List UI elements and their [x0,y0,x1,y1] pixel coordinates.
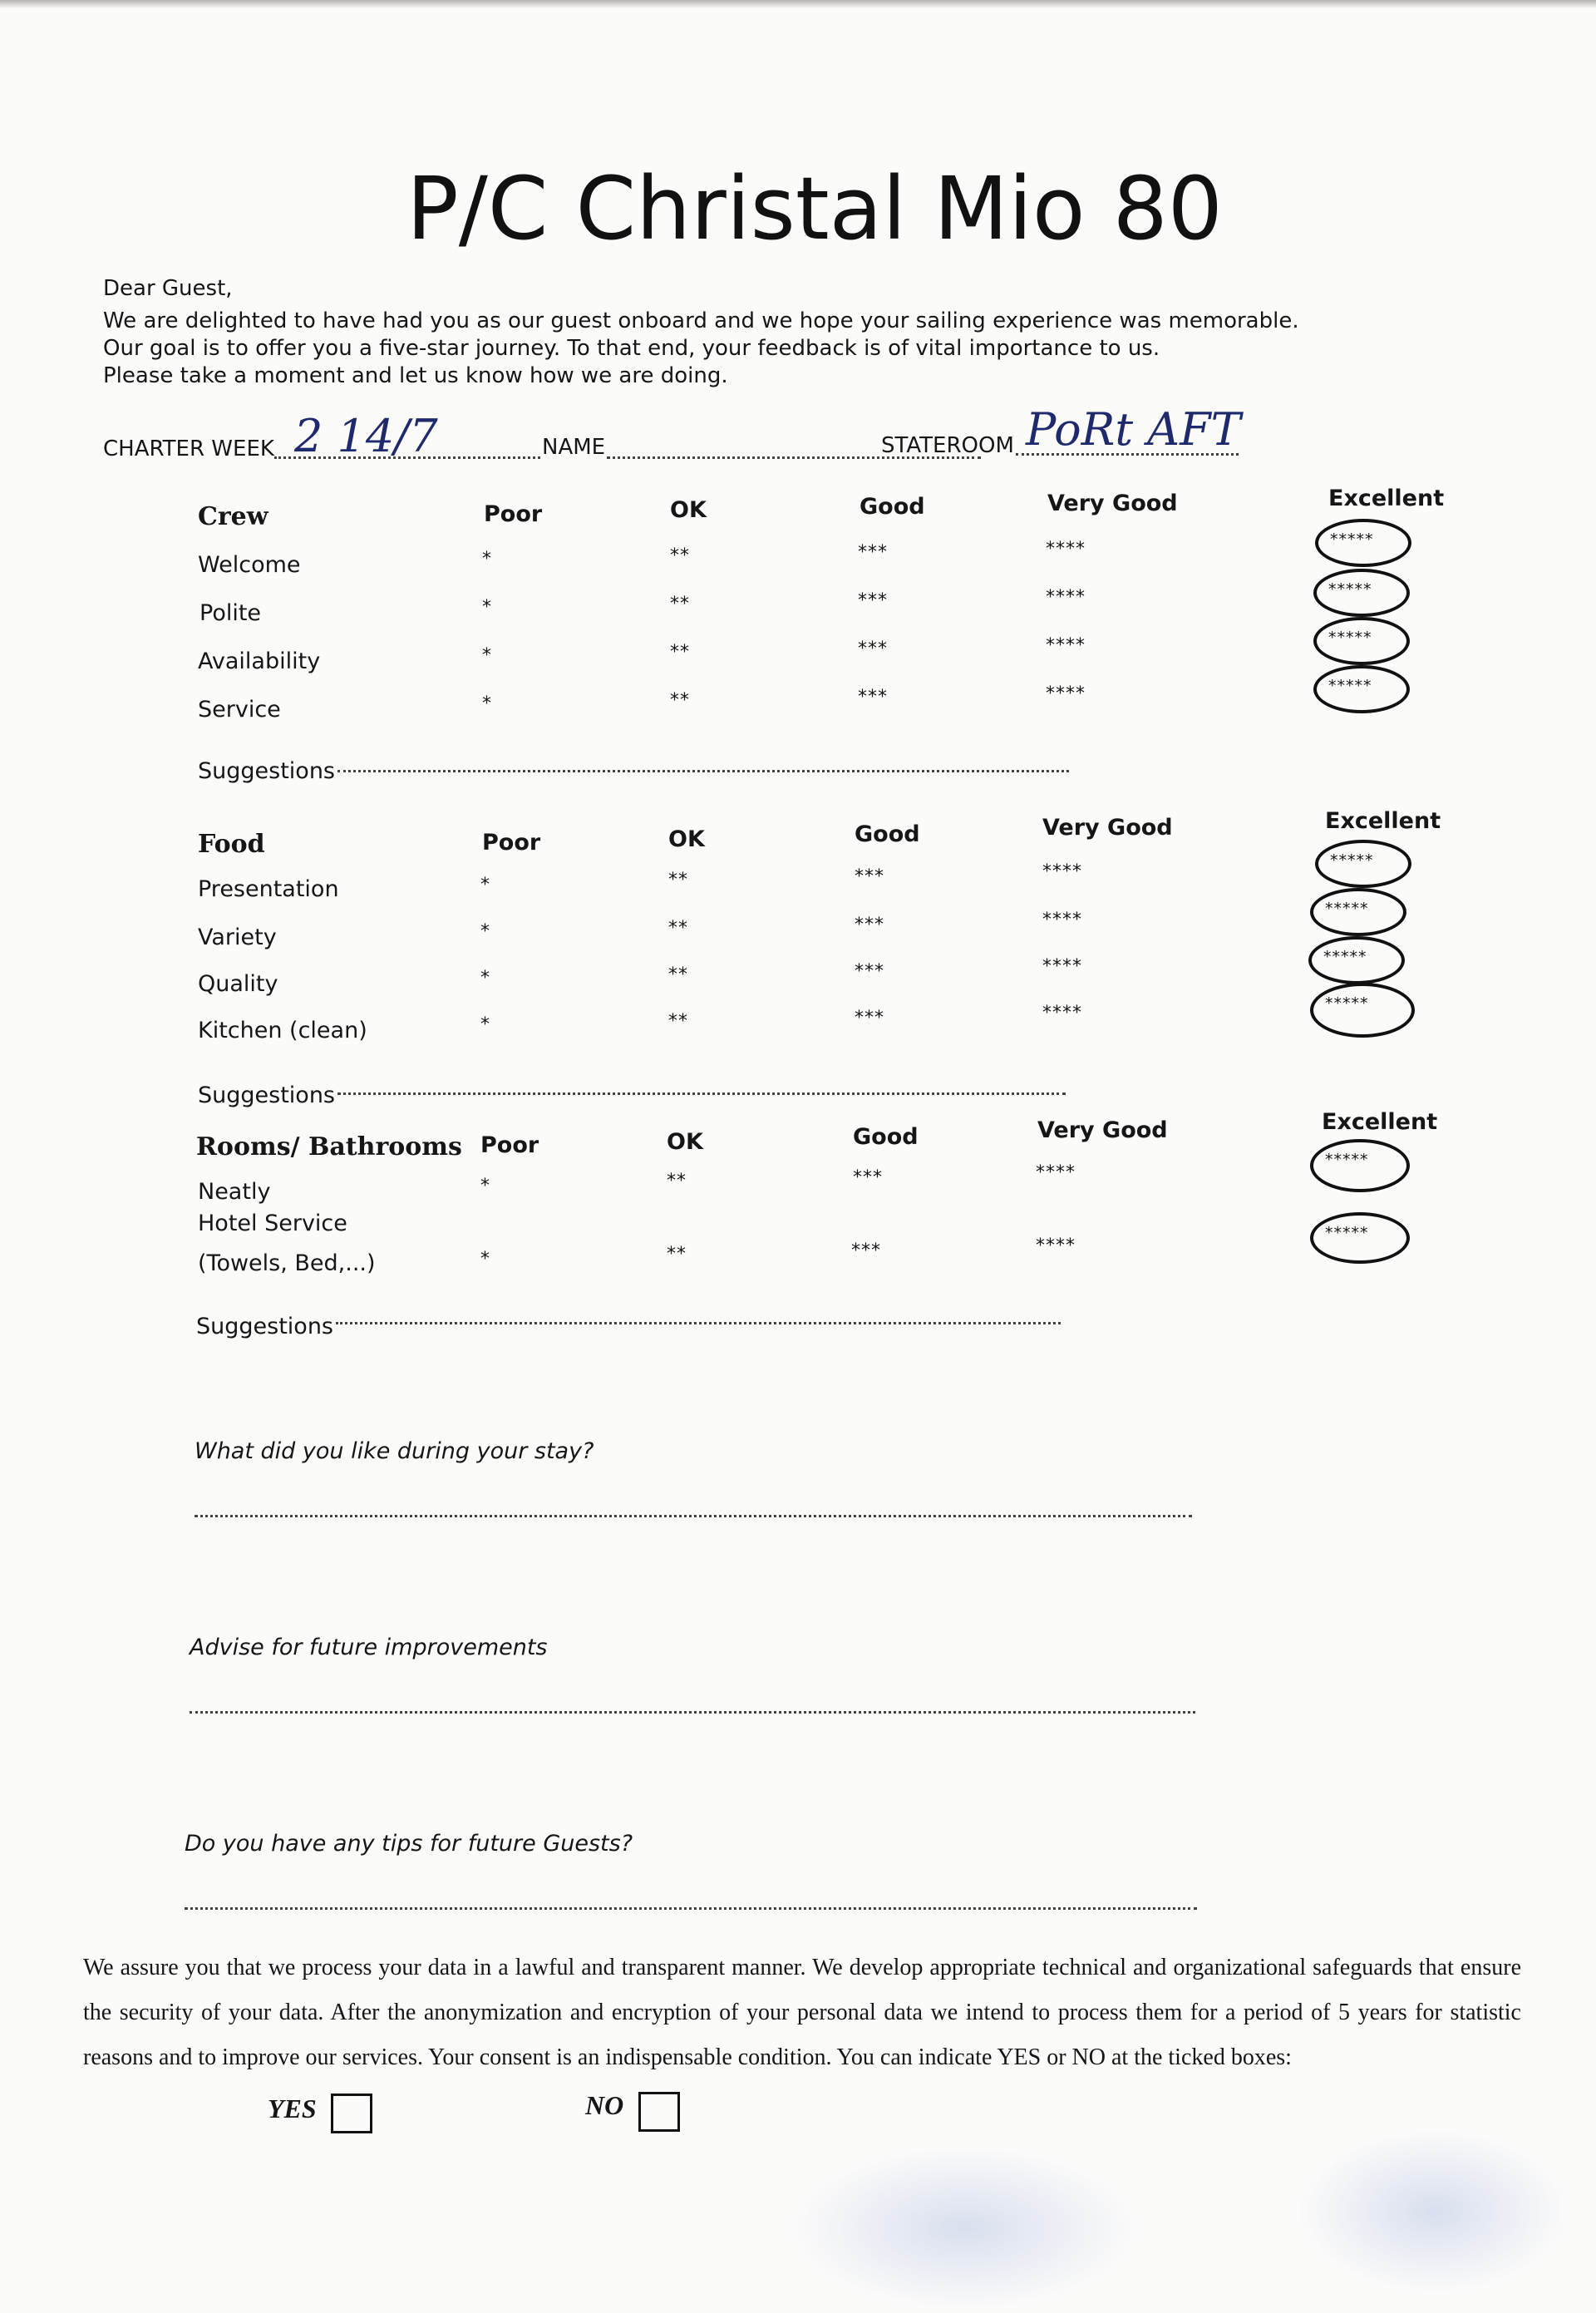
rating-option-poor[interactable]: * [480,968,490,989]
section-title: Food [198,830,265,859]
rating-option-very-good[interactable]: **** [1042,1003,1082,1023]
rating-option-ok[interactable]: ** [670,690,690,711]
question-label: Advise for future improvements [190,1635,548,1660]
question-answer-field[interactable] [195,1515,1192,1517]
column-header-poor: Poor [482,830,541,856]
column-header-very-good: Very Good [1037,1117,1168,1143]
section-title: Crew [198,502,268,531]
rating-option-poor[interactable]: * [480,1176,490,1196]
consent-yes-checkbox[interactable] [331,2094,372,2133]
question-label: What did you like during your stay? [195,1438,594,1464]
rating-row-label: Presentation [198,876,339,902]
rating-option-good[interactable]: *** [858,590,888,611]
form-title: P/C Christal Mio 80 [406,158,1223,259]
rating-option-good[interactable]: *** [858,687,888,708]
excellent-stars: ***** [1325,994,1369,1013]
guest-info-row [103,403,1241,462]
column-header-poor: Poor [480,1132,539,1158]
suggestions-field[interactable] [337,770,1069,772]
rating-option-poor[interactable]: * [482,693,492,714]
greeting: Dear Guest, [103,276,233,301]
consent-no-checkbox[interactable] [638,2092,680,2132]
excellent-stars: ***** [1323,948,1367,966]
excellent-stars: ***** [1325,900,1369,918]
rating-option-ok[interactable]: ** [668,918,688,939]
intro-line: Please take a moment and let us know how we are doing. [103,363,728,388]
column-header-good: Good [855,821,920,847]
rating-option-good[interactable]: *** [858,639,888,659]
suggestions-field[interactable] [337,1092,1066,1095]
rating-option-excellent-circled[interactable] [1308,936,1405,984]
name-label: NAME [542,435,606,460]
rating-option-poor[interactable]: * [480,1249,490,1270]
column-header-good: Good [853,1124,919,1150]
rating-option-good[interactable]: *** [855,866,884,887]
excellent-stars: ***** [1328,677,1372,695]
rating-row-label: Quality [198,971,278,997]
rating-option-ok[interactable]: ** [670,594,690,614]
charter-week-value: 2 14/7 [294,410,438,462]
suggestions-field[interactable] [336,1322,1061,1324]
rating-option-good[interactable]: *** [855,1008,884,1028]
charter-week-label: CHARTER WEEK [103,436,274,461]
column-header-ok: OK [667,1129,703,1155]
suggestions-label: Suggestions [196,1314,333,1339]
rating-option-very-good[interactable]: **** [1042,910,1082,930]
rating-option-very-good[interactable]: **** [1046,587,1086,608]
column-header-ok: OK [670,497,707,523]
rating-option-very-good[interactable]: **** [1042,861,1082,882]
column-header-excellent: Excellent [1322,1109,1438,1135]
rating-row-label: Polite [200,600,262,626]
rating-option-very-good[interactable]: **** [1046,635,1086,656]
rating-option-very-good[interactable]: **** [1036,1162,1076,1183]
rating-option-poor[interactable]: * [482,645,492,666]
intro-paragraph [103,308,1299,390]
excellent-stars: ***** [1330,851,1374,870]
column-header-very-good: Very Good [1042,815,1173,841]
rating-option-good[interactable]: *** [858,542,888,563]
rating-option-ok[interactable]: ** [670,642,690,663]
rating-row-label: Welcome [198,552,301,578]
rating-option-ok[interactable]: ** [668,870,688,890]
rating-row-label: Neatly [198,1179,271,1205]
rating-option-good[interactable]: *** [855,961,884,982]
rating-option-poor[interactable]: * [480,1014,490,1035]
rating-option-excellent-circled[interactable] [1310,1139,1410,1192]
rating-option-poor[interactable]: * [482,549,492,570]
smudge-mark [790,2145,1139,2311]
rating-option-excellent-circled[interactable] [1313,617,1410,665]
rating-option-excellent-circled[interactable] [1310,983,1415,1038]
question-label: Do you have any tips for future Guests? [185,1831,633,1857]
rating-option-ok[interactable]: ** [670,545,690,566]
suggestions-label: Suggestions [198,758,335,784]
rating-option-ok[interactable]: ** [667,1171,687,1191]
consent-yes-label: YES [268,2094,317,2123]
rating-row-label: Hotel Service [198,1211,347,1236]
rating-option-excellent-circled[interactable] [1315,519,1411,567]
intro-line: Our goal is to offer you a five-star journey. To that end, your feedback is of vital importance to us. [103,336,1160,361]
rating-row-label: Availability [198,649,321,674]
column-header-ok: OK [668,826,705,852]
column-header-excellent: Excellent [1328,486,1445,511]
question-answer-field[interactable] [190,1711,1195,1714]
consent-no-label: NO [585,2090,624,2120]
excellent-stars: ***** [1328,580,1372,599]
column-header-very-good: Very Good [1047,491,1178,516]
suggestions-label: Suggestions [198,1083,335,1108]
rating-option-very-good[interactable]: **** [1046,683,1086,704]
page-top-shadow [0,0,1596,8]
rating-row-label: Kitchen (clean) [198,1018,367,1043]
rating-option-poor[interactable]: * [480,875,490,895]
rating-option-poor[interactable]: * [480,921,490,942]
rating-row-label: (Towels, Bed,...) [198,1250,376,1276]
question-answer-field[interactable] [185,1907,1197,1910]
excellent-stars: ***** [1330,530,1374,549]
rating-option-very-good[interactable]: **** [1046,539,1086,560]
rating-option-ok[interactable]: ** [667,1244,687,1265]
column-header-poor: Poor [484,501,543,527]
rating-option-good[interactable]: *** [855,915,884,935]
rating-option-good[interactable]: *** [851,1240,881,1261]
rating-option-good[interactable]: *** [853,1167,883,1188]
rating-option-very-good[interactable]: **** [1036,1235,1076,1256]
rating-option-excellent-circled[interactable] [1313,665,1410,713]
rating-option-excellent-circled[interactable] [1310,1212,1410,1264]
rating-option-excellent-circled[interactable] [1315,840,1411,888]
section-title: Rooms/ Bathrooms [196,1132,462,1161]
column-header-excellent: Excellent [1325,808,1441,834]
rating-option-poor[interactable]: * [482,597,492,618]
privacy-statement: We assure you that we process your data in a lawful and transparent manner. We develop appropriate technical and organizational safeguards that ensure the security of your data. After the anonymization and encryption of your personal data we intend to process them for a period of 5 years for statistic reasons and to improve our services. Your consent is an indispensable condition. You can indicate YES or NO at the ticked boxes: [83,1955,1521,2070]
excellent-stars: ***** [1325,1151,1369,1169]
rating-option-ok[interactable]: ** [668,964,688,985]
column-header-good: Good [860,494,925,520]
rating-option-excellent-circled[interactable] [1310,888,1406,936]
excellent-stars: ***** [1328,629,1372,647]
intro-line: We are delighted to have had you as our guest onboard and we hope your sailing experience was memorable. [103,308,1299,333]
stateroom-label: STATEROOM [881,433,1014,458]
stateroom-value: PoRt AFT [1026,403,1241,456]
smudge-mark [1297,2128,1571,2295]
rating-option-very-good[interactable]: **** [1042,956,1082,977]
excellent-stars: ***** [1325,1224,1369,1242]
rating-option-ok[interactable]: ** [668,1011,688,1032]
rating-row-label: Service [198,697,281,723]
rating-row-label: Variety [198,925,277,950]
rating-option-excellent-circled[interactable] [1313,569,1410,617]
